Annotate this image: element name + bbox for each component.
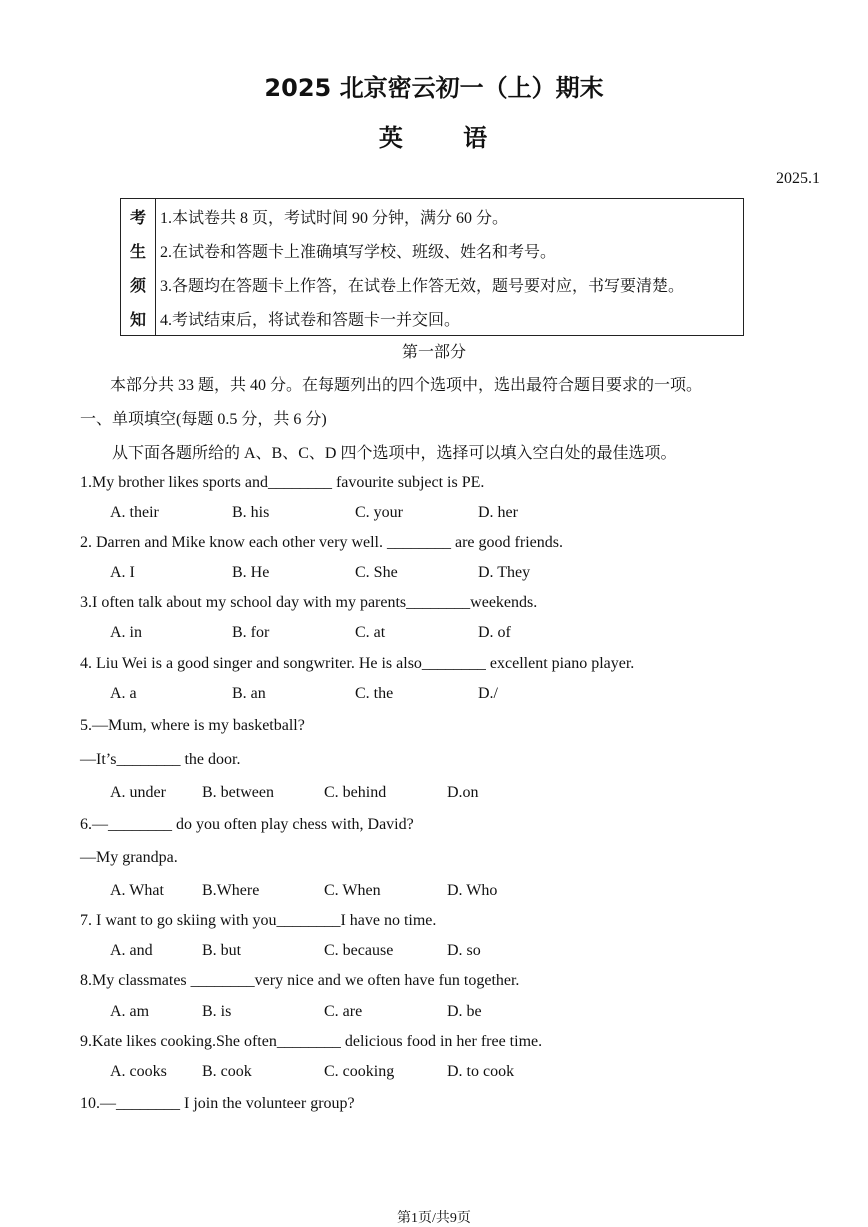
answer-option: B. for	[232, 624, 270, 641]
answer-option: D. of	[478, 624, 511, 641]
question-stem: 3.I often talk about my school day with my parents________weekends.	[80, 594, 538, 611]
notice-rule: 1.本试卷共 8 页，考试时间 90 分钟，满分 60 分。	[160, 209, 509, 227]
exam-subject: 英 语	[378, 124, 490, 152]
answer-option: B. He	[232, 564, 270, 581]
question-stem: 6.—________ do you often play chess with, David?	[80, 816, 414, 833]
answer-option: D. Who	[447, 882, 498, 899]
answer-option: B. between	[202, 784, 274, 801]
notice-side-char: 知	[129, 309, 146, 329]
answer-option: D.on	[447, 784, 479, 801]
answer-option: A. their	[110, 504, 159, 521]
answer-option: C. When	[324, 882, 381, 899]
exam-date: 2025.1	[776, 170, 820, 187]
answer-option: C. because	[324, 942, 394, 959]
answer-option: B. but	[202, 942, 242, 959]
question-stem: —My grandpa.	[80, 849, 178, 866]
answer-option: D. They	[478, 564, 531, 581]
notice-rules	[156, 199, 744, 336]
answer-option: B. an	[232, 685, 266, 702]
answer-option: A. am	[110, 1003, 150, 1020]
notice-side-char: 考	[129, 207, 146, 227]
answer-option: C. your	[355, 504, 403, 521]
question-stem: 9.Kate likes cooking.She often________ delicious food in her free time.	[80, 1033, 543, 1050]
answer-option: C. are	[324, 1003, 363, 1020]
answer-option: B. his	[232, 504, 270, 521]
question-stem: 8.My classmates ________very nice and we often have fun together.	[80, 972, 520, 989]
answer-option: C. the	[355, 685, 394, 702]
notice-rule: 3.各题均在答题卡上作答，在试卷上作答无效，题号要对应，书写要清楚。	[160, 277, 685, 295]
answer-option: A. cooks	[110, 1063, 167, 1080]
question-stem: 10.—________ I join the volunteer group?	[80, 1095, 355, 1112]
part-title: 第一部分	[401, 344, 466, 361]
answer-option: B. is	[202, 1003, 232, 1020]
answer-option: C. She	[355, 564, 398, 581]
question-stem: 2. Darren and Mike know each other very well. ________ are good friends.	[80, 534, 563, 551]
answer-option: A. and	[110, 942, 153, 959]
answer-option: B. cook	[202, 1063, 252, 1080]
answer-option: C. cooking	[324, 1063, 395, 1080]
answer-option: A. in	[110, 624, 142, 641]
answer-option: A. a	[110, 685, 137, 702]
notice-rule: 4.考试结束后，将试卷和答题卡一并交回。	[160, 311, 461, 329]
notice-side-label	[121, 199, 156, 336]
answer-option: B.Where	[202, 882, 260, 899]
notice-rule: 2.在试卷和答题卡上准确填写学校、班级、姓名和考号。	[160, 243, 557, 261]
section-instruction: 从下面各题所给的 A、B、C、D 四个选项中，选择可以填入空白处的最佳选项。	[112, 445, 677, 462]
question-stem: 4. Liu Wei is a good singer and songwriter. He is also________ excellent piano player.	[80, 655, 635, 672]
question-stem: 7. I want to go skiing with you________I have no time.	[80, 912, 437, 929]
page-number: 第1页/共9页	[397, 1211, 471, 1226]
answer-option: A. I	[110, 564, 135, 581]
answer-option: C. at	[355, 624, 386, 641]
question-stem: 5.—Mum, where is my basketball?	[80, 717, 305, 734]
exam-title: 2025 北京密云初一（上）期末	[264, 74, 604, 102]
section-title: 一、单项填空(每题 0.5 分，共 6 分)	[80, 411, 327, 428]
answer-option: D. so	[447, 942, 481, 959]
answer-option: C. behind	[324, 784, 387, 801]
notice-side-char: 生	[129, 241, 146, 261]
question-stem: 1.My brother likes sports and________ favourite subject is PE.	[80, 474, 485, 491]
candidate-notice-box	[120, 198, 744, 336]
answer-option: A. What	[110, 882, 164, 899]
question-stem: —It’s________ the door.	[80, 751, 241, 768]
answer-option: D. to cook	[447, 1063, 515, 1080]
answer-option: D. her	[478, 504, 518, 521]
answer-option: A. under	[110, 784, 166, 801]
answer-option: D./	[478, 685, 498, 702]
part-intro: 本部分共 33 题，共 40 分。在每题列出的四个选项中，选出最符合题目要求的一项。	[110, 377, 703, 394]
answer-option: D. be	[447, 1003, 482, 1020]
notice-side-char: 须	[129, 275, 146, 295]
